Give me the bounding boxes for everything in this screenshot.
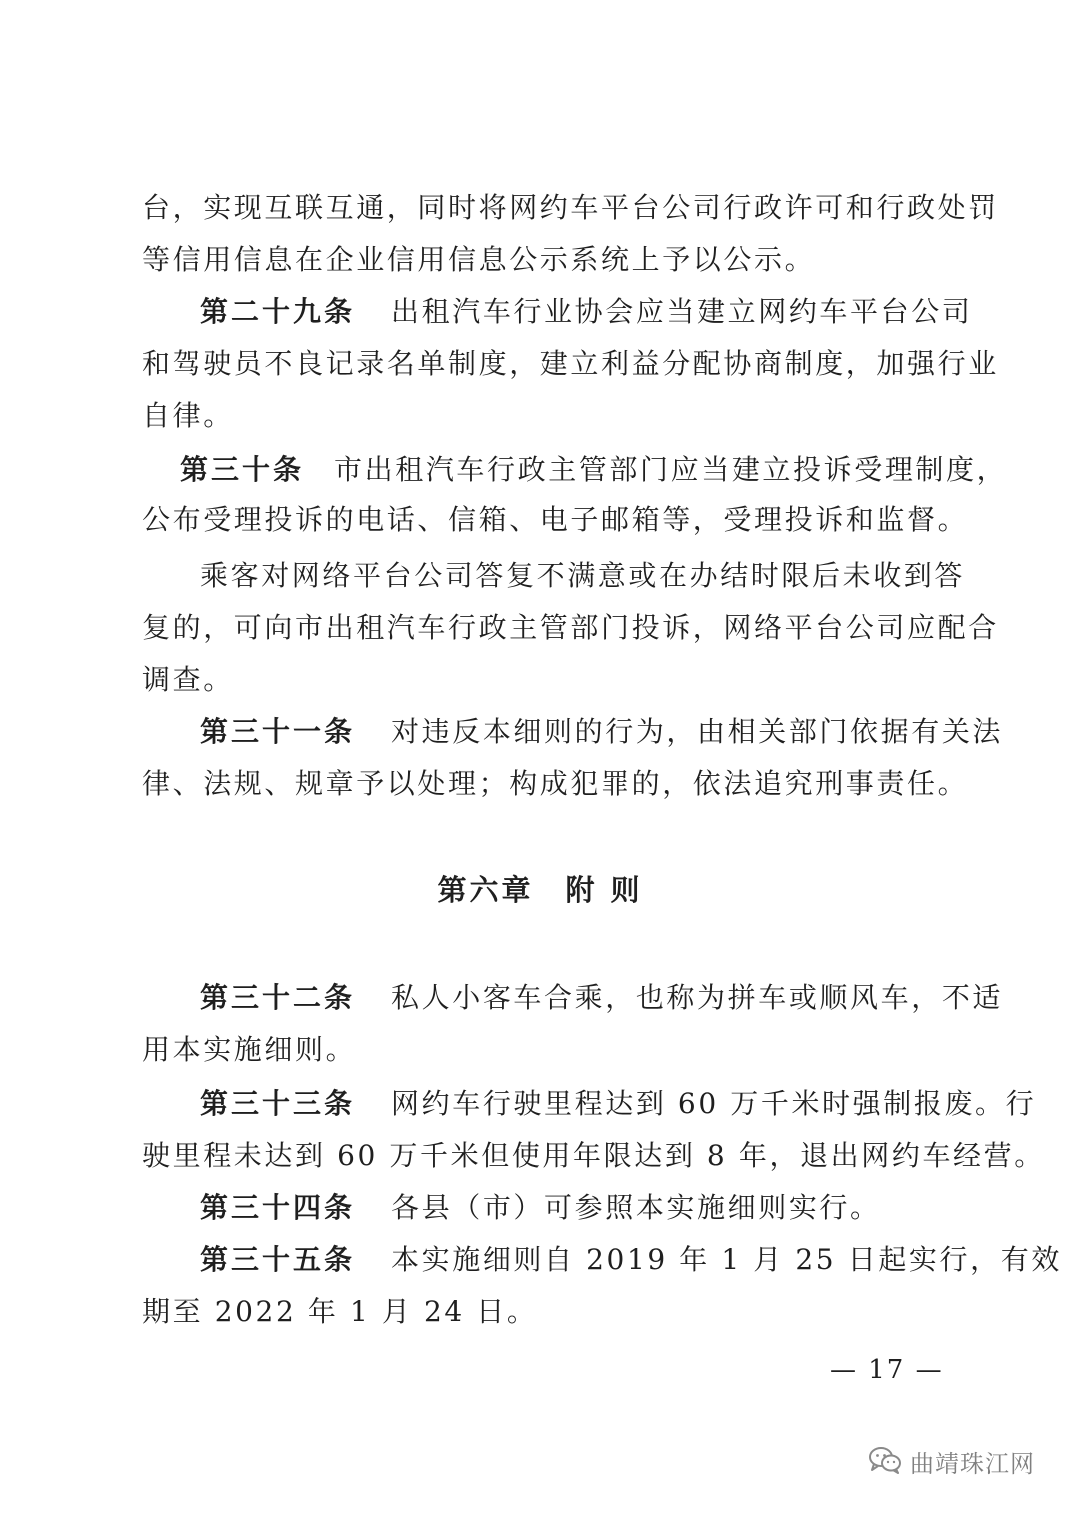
body-line: 和驾驶员不良记录名单制度，建立利益分配协商制度，加强行业 [142,347,999,380]
body-line: 调查。 [142,663,234,696]
article-32-line-1 [200,978,1003,1018]
watermark-text: 曲靖珠江网 [910,1450,1035,1478]
body-line: 乘客对网络平台公司答复不满意或在办结时限后未收到答 [200,559,966,592]
article-33-line-1 [200,1084,1036,1124]
chapter-title: 第六章 附 则 [437,873,643,907]
article-29-text: 出租汽车行业协会应当建立网约车平台公司 [391,295,973,328]
body-line: 台，实现互联互通，同时将网约车平台公司行政许可和行政处罚 [142,191,999,224]
article-33-heading: 第三十三条 [200,1087,356,1120]
body-line: 驶里程未达到 60 万千米但使用年限达到 8 年，退出网约车经营。 [142,1139,1045,1172]
article-35-text: 本实施细则自 2019 年 1 月 25 日起实行，有效 [391,1243,1062,1276]
article-31-heading: 第三十一条 [200,715,356,748]
page-number: — 17 — [830,1355,944,1385]
article-35-line-1 [200,1240,1062,1280]
article-30-line-1 [180,450,1007,490]
article-30-heading: 第三十条 [180,453,305,486]
article-34-text: 各县（市）可参照本实施细则实行。 [391,1191,881,1224]
watermark [868,1444,1035,1479]
article-35-heading: 第三十五条 [200,1243,356,1276]
body-line: 律、法规、规章予以处理；构成犯罪的，依法追究刑事责任。 [142,767,969,800]
article-29-heading: 第二十九条 [200,295,356,328]
body-line: 复的，可向市出租汽车行政主管部门投诉，网络平台公司应配合 [142,611,999,644]
body-line: 自律。 [142,399,234,432]
article-29-line-1 [200,292,972,332]
article-34-heading: 第三十四条 [200,1191,356,1224]
article-33-text: 网约车行驶里程达到 60 万千米时强制报废。行 [391,1087,1037,1120]
article-31-line-1 [200,712,1003,752]
body-line: 用本实施细则。 [142,1033,357,1066]
article-32-heading: 第三十二条 [200,981,356,1014]
article-34-line-1 [200,1188,881,1228]
body-line: 公布受理投诉的电话、信箱、电子邮箱等，受理投诉和监督。 [142,503,969,536]
article-31-text: 对违反本细则的行为，由相关部门依据有关法 [391,715,1004,748]
article-30-text: 市出租汽车行政主管部门应当建立投诉受理制度， [334,453,1008,486]
wechat-icon [868,1446,902,1478]
article-32-text: 私人小客车合乘，也称为拼车或顺风车，不适 [391,981,1004,1014]
body-line: 等信用信息在企业信用信息公示系统上予以公示。 [142,243,816,276]
body-line: 期至 2022 年 1 月 24 日。 [142,1295,538,1328]
